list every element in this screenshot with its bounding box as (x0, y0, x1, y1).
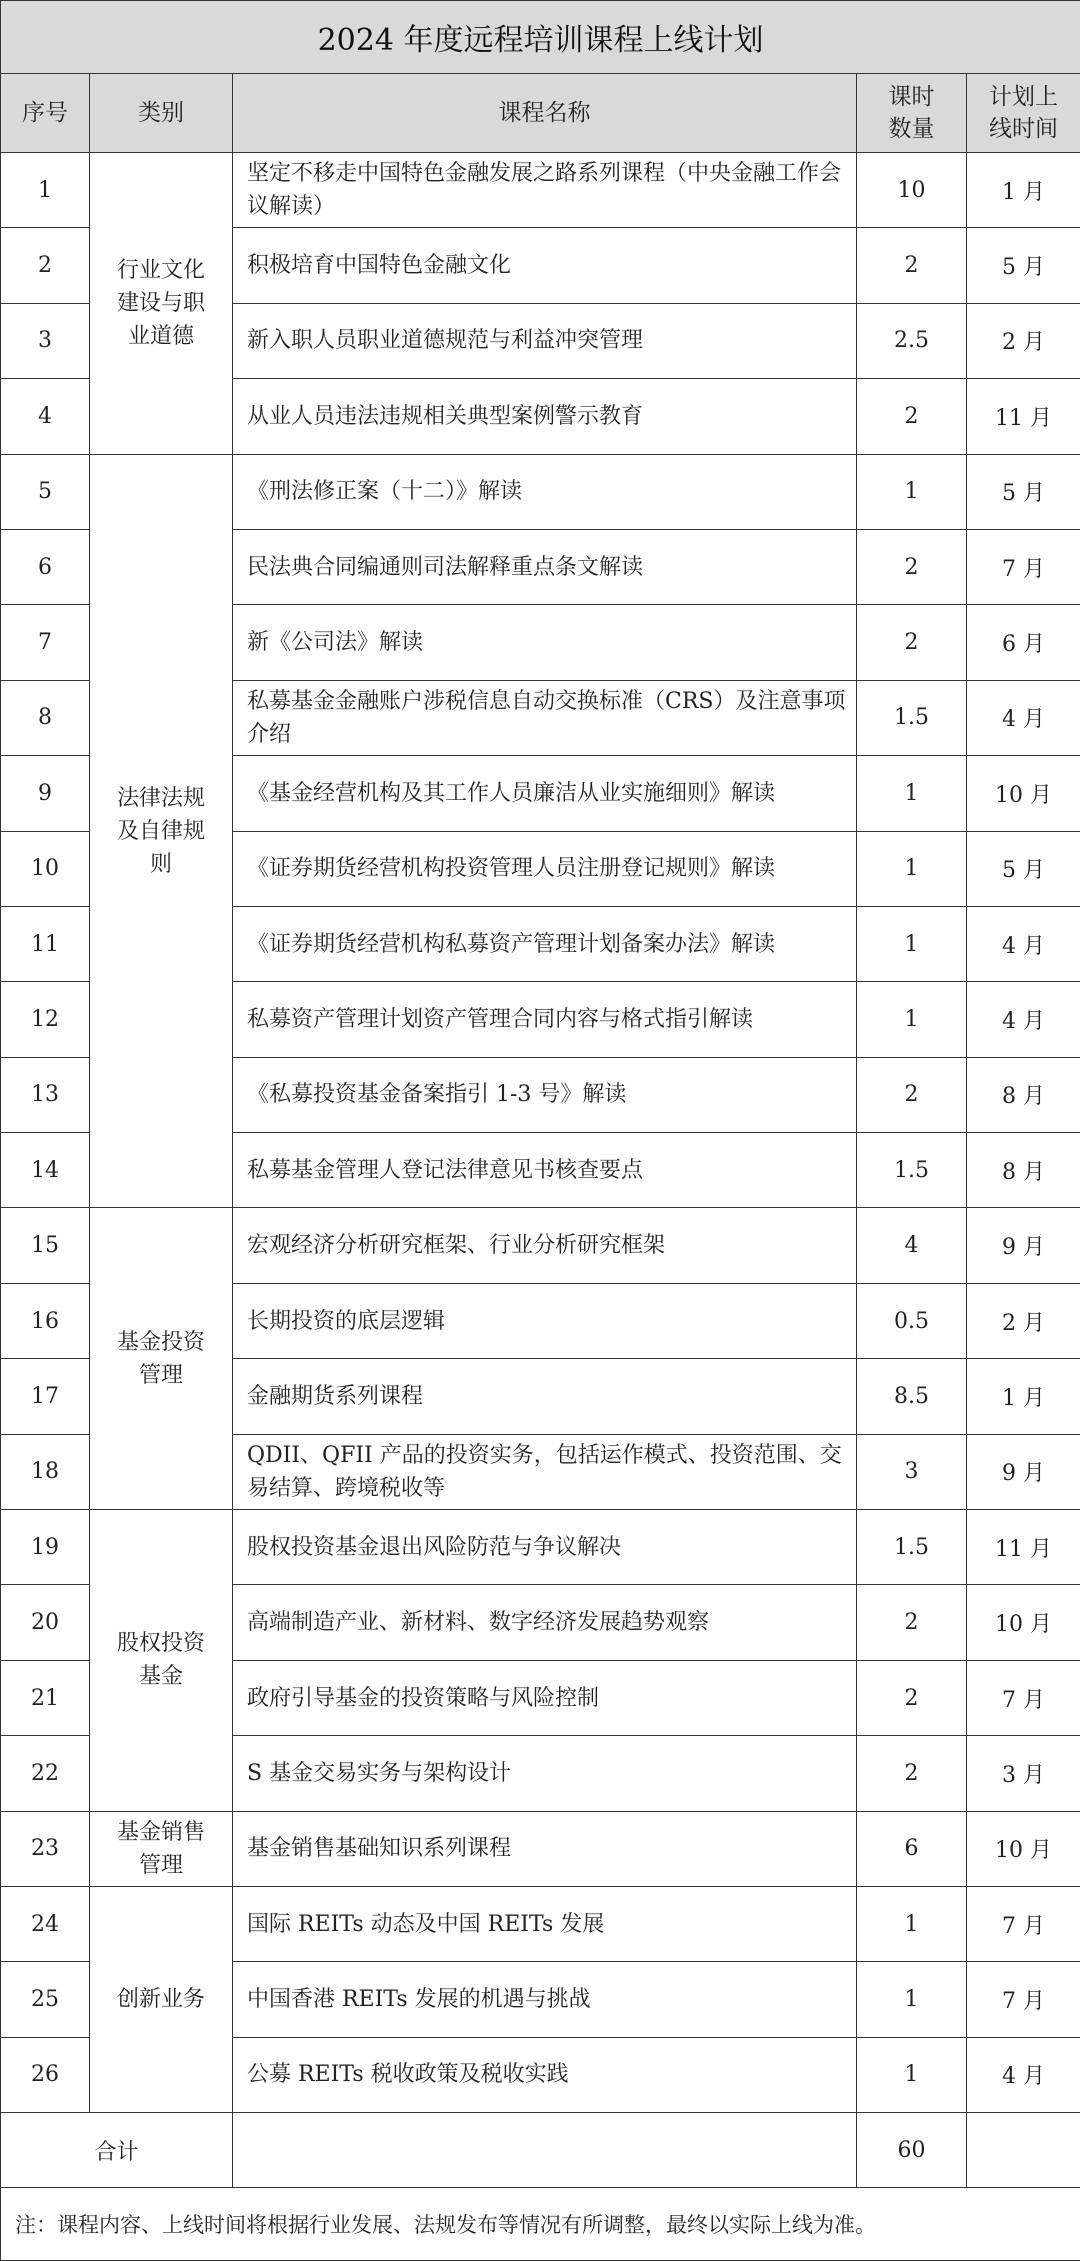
row-index: 26 (1, 2037, 90, 2112)
course-hours: 8.5 (857, 1359, 967, 1434)
header-time-line2: 线时间 (967, 113, 1080, 145)
course-hours: 2 (857, 1057, 967, 1132)
category-line: 业道德 (90, 320, 232, 353)
row-index: 23 (1, 1811, 90, 1886)
course-month: 4 月 (967, 906, 1080, 981)
course-name: 《基金经营机构及其工作人员廉洁从业实施细则》解读 (233, 756, 857, 831)
course-hours: 2 (857, 529, 967, 604)
table-row (1, 1208, 1080, 1283)
course-name: 宏观经济分析研究框架、行业分析研究框架 (233, 1208, 857, 1283)
row-index: 22 (1, 1736, 90, 1811)
course-name: 股权投资基金退出风险防范与争议解决 (233, 1510, 857, 1585)
category-line: 管理 (90, 1849, 232, 1882)
category-line: 建设与职 (90, 287, 232, 320)
course-month: 7 月 (967, 529, 1080, 604)
course-name: 民法典合同编通则司法解释重点条文解读 (233, 529, 857, 604)
course-month: 4 月 (967, 680, 1080, 755)
table-row (1, 1886, 1080, 1961)
header-index: 序号 (1, 74, 90, 153)
category-law-regulation (90, 454, 233, 1208)
table-row (1, 1811, 1080, 1886)
course-name: 政府引导基金的投资策略与风险控制 (233, 1660, 857, 1735)
course-month: 11 月 (967, 379, 1080, 454)
header-time-line1: 计划上 (967, 81, 1080, 113)
course-month: 9 月 (967, 1208, 1080, 1283)
course-name: 《私募投资基金备案指引 1-3 号》解读 (233, 1057, 857, 1132)
row-index: 7 (1, 605, 90, 680)
course-name: 基金销售基础知识系列课程 (233, 1811, 857, 1886)
row-index: 3 (1, 303, 90, 378)
row-index: 5 (1, 454, 90, 529)
course-hours: 2 (857, 1585, 967, 1660)
course-month: 5 月 (967, 454, 1080, 529)
row-index: 12 (1, 982, 90, 1057)
row-index: 15 (1, 1208, 90, 1283)
course-month: 1 月 (967, 153, 1080, 228)
course-month: 2 月 (967, 1283, 1080, 1358)
course-hours: 1 (857, 1886, 967, 1961)
course-hours: 6 (857, 1811, 967, 1886)
total-blank (233, 2113, 857, 2188)
course-hours: 1 (857, 831, 967, 906)
header-hours (857, 74, 967, 153)
course-name: 《刑法修正案（十二）》解读 (233, 454, 857, 529)
row-index: 11 (1, 906, 90, 981)
course-month: 10 月 (967, 1811, 1080, 1886)
total-row (1, 2113, 1080, 2188)
category-equity-fund (90, 1510, 233, 1812)
course-month: 10 月 (967, 1585, 1080, 1660)
row-index: 16 (1, 1283, 90, 1358)
header-hours-line2: 数量 (857, 113, 966, 145)
course-hours: 3 (857, 1434, 967, 1509)
course-name: 积极培育中国特色金融文化 (233, 228, 857, 303)
total-hours: 60 (857, 2113, 967, 2188)
course-month: 9 月 (967, 1434, 1080, 1509)
category-line: 基金 (90, 1660, 232, 1693)
course-hours: 1 (857, 982, 967, 1057)
category-fund-investment (90, 1208, 233, 1510)
course-name: 金融期货系列课程 (233, 1359, 857, 1434)
table-row (1, 1510, 1080, 1585)
course-name: 私募基金金融账户涉税信息自动交换标准（CRS）及注意事项介绍 (233, 680, 857, 755)
row-index: 13 (1, 1057, 90, 1132)
footnote: 注：课程内容、上线时间将根据行业发展、法规发布等情况有所调整，最终以实际上线为准。 (1, 2188, 1080, 2261)
course-month: 7 月 (967, 1886, 1080, 1961)
course-hours: 1 (857, 1962, 967, 2037)
row-index: 18 (1, 1434, 90, 1509)
course-hours: 2 (857, 228, 967, 303)
row-index: 14 (1, 1133, 90, 1208)
row-index: 24 (1, 1886, 90, 1961)
course-hours: 1 (857, 756, 967, 831)
course-hours: 1 (857, 906, 967, 981)
course-name: 私募资产管理计划资产管理合同内容与格式指引解读 (233, 982, 857, 1057)
course-hours: 1 (857, 454, 967, 529)
course-hours: 2 (857, 1660, 967, 1735)
row-index: 6 (1, 529, 90, 604)
course-name: 新《公司法》解读 (233, 605, 857, 680)
row-index: 1 (1, 153, 90, 228)
course-month: 7 月 (967, 1962, 1080, 2037)
course-name: 中国香港 REITs 发展的机遇与挑战 (233, 1962, 857, 2037)
row-index: 4 (1, 379, 90, 454)
course-hours: 1.5 (857, 680, 967, 755)
course-name: QDII、QFII 产品的投资实务，包括运作模式、投资范围、交易结算、跨境税收等 (233, 1434, 857, 1509)
course-hours: 2 (857, 1736, 967, 1811)
row-index: 25 (1, 1962, 90, 2037)
course-month: 1 月 (967, 1359, 1080, 1434)
row-index: 10 (1, 831, 90, 906)
table-row (1, 153, 1080, 228)
header-row (1, 74, 1080, 153)
category-industry-culture (90, 153, 233, 455)
table-row (1, 454, 1080, 529)
course-month: 4 月 (967, 982, 1080, 1057)
course-month: 2 月 (967, 303, 1080, 378)
category-line: 股权投资 (90, 1627, 232, 1660)
course-month: 5 月 (967, 228, 1080, 303)
course-name: 长期投资的底层逻辑 (233, 1283, 857, 1358)
course-month: 10 月 (967, 756, 1080, 831)
course-name: 坚定不移走中国特色金融发展之路系列课程（中央金融工作会议解读） (233, 153, 857, 228)
course-hours: 10 (857, 153, 967, 228)
course-name: 私募基金管理人登记法律意见书核查要点 (233, 1133, 857, 1208)
course-month: 5 月 (967, 831, 1080, 906)
course-name: 新入职人员职业道德规范与利益冲突管理 (233, 303, 857, 378)
total-label: 合计 (1, 2113, 233, 2188)
category-line: 则 (90, 848, 232, 881)
header-hours-line1: 课时 (857, 81, 966, 113)
row-index: 17 (1, 1359, 90, 1434)
course-name: 《证券期货经营机构私募资产管理计划备案办法》解读 (233, 906, 857, 981)
row-index: 20 (1, 1585, 90, 1660)
category-line: 法律法规 (90, 782, 232, 815)
header-online-time (967, 74, 1080, 153)
course-month: 6 月 (967, 605, 1080, 680)
course-name: 高端制造产业、新材料、数字经济发展趋势观察 (233, 1585, 857, 1660)
course-hours: 1.5 (857, 1133, 967, 1208)
course-name: 《证券期货经营机构投资管理人员注册登记规则》解读 (233, 831, 857, 906)
category-innovative-business (90, 1886, 233, 2112)
course-name: 公募 REITs 税收政策及税收实践 (233, 2037, 857, 2112)
total-month-blank (967, 2113, 1080, 2188)
category-line: 管理 (90, 1359, 232, 1392)
course-month: 7 月 (967, 1660, 1080, 1735)
course-hours: 2 (857, 605, 967, 680)
course-hours: 1.5 (857, 1510, 967, 1585)
course-month: 4 月 (967, 2037, 1080, 2112)
course-month: 11 月 (967, 1510, 1080, 1585)
header-category: 类别 (90, 74, 233, 153)
row-index: 9 (1, 756, 90, 831)
course-hours: 2 (857, 379, 967, 454)
category-line: 基金销售 (90, 1816, 232, 1849)
row-index: 8 (1, 680, 90, 755)
course-hours: 2.5 (857, 303, 967, 378)
course-hours: 4 (857, 1208, 967, 1283)
category-line: 创新业务 (90, 1983, 232, 2016)
course-name: 国际 REITs 动态及中国 REITs 发展 (233, 1886, 857, 1961)
category-line: 及自律规 (90, 815, 232, 848)
row-index: 21 (1, 1660, 90, 1735)
course-hours: 1 (857, 2037, 967, 2112)
category-fund-sales (90, 1811, 233, 1886)
row-index: 2 (1, 228, 90, 303)
course-name: 从业人员违法违规相关典型案例警示教育 (233, 379, 857, 454)
header-course-name: 课程名称 (233, 74, 857, 153)
category-line: 基金投资 (90, 1326, 232, 1359)
row-index: 19 (1, 1510, 90, 1585)
course-month: 3 月 (967, 1736, 1080, 1811)
course-name: S 基金交易实务与架构设计 (233, 1736, 857, 1811)
table-title: 2024 年度远程培训课程上线计划 (1, 1, 1080, 74)
course-month: 8 月 (967, 1133, 1080, 1208)
category-line: 行业文化 (90, 254, 232, 287)
course-hours: 0.5 (857, 1283, 967, 1358)
course-month: 8 月 (967, 1057, 1080, 1132)
